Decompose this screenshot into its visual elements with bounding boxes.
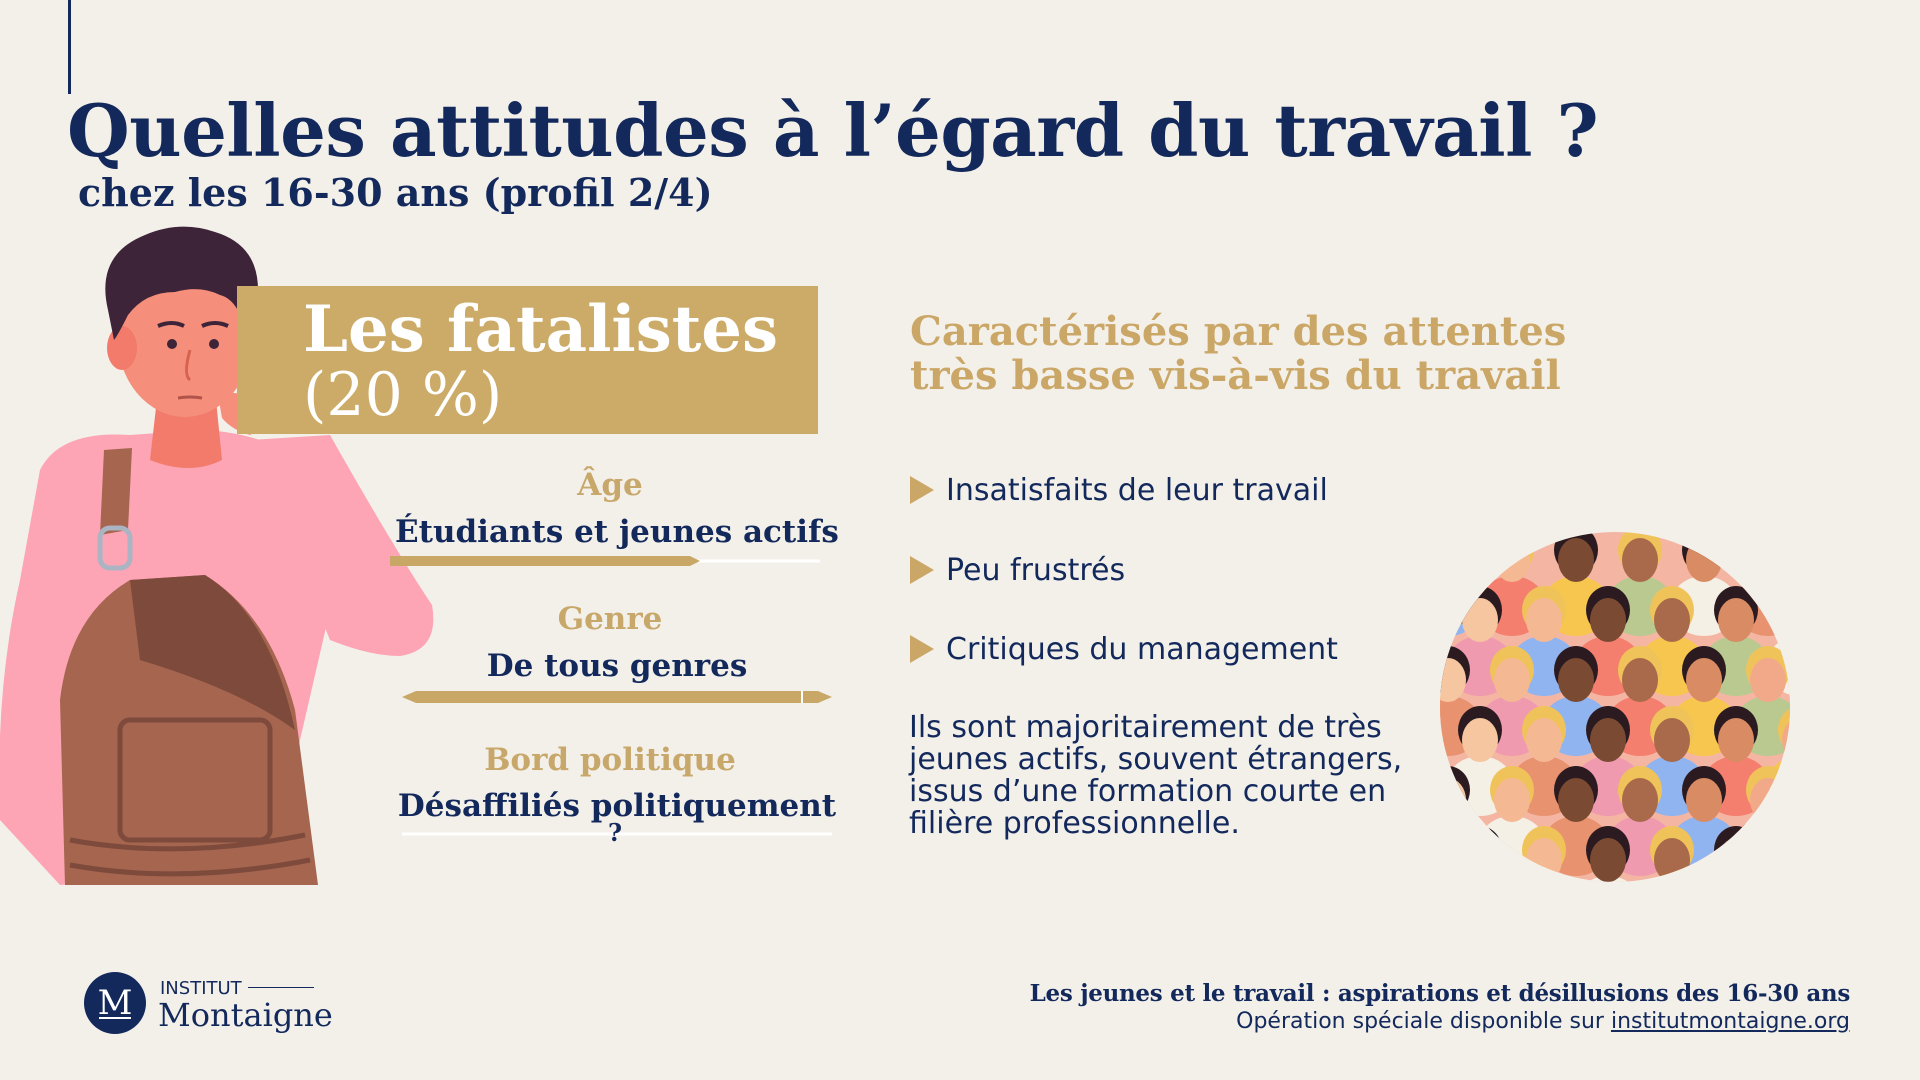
triangle-bullet-icon xyxy=(910,476,934,504)
bullet-text: Peu frustrés xyxy=(946,553,1126,588)
bullet-text: Critiques du management xyxy=(946,632,1338,667)
paragraph-line: Ils sont majoritairement de très xyxy=(909,710,1382,745)
logo-name-text: Montaigne xyxy=(158,996,333,1034)
footer-link[interactable]: institutmontaigne.org xyxy=(1610,1009,1850,1034)
profile-name: Les fatalistes xyxy=(303,292,779,367)
paragraph-line: issus d’une formation courte en xyxy=(909,774,1387,809)
institut-montaigne-logo xyxy=(84,972,146,1034)
bullet-item xyxy=(910,473,1328,508)
gender-gauge-fill xyxy=(402,691,832,703)
description-paragraph xyxy=(909,712,1429,840)
svg-text:M: M xyxy=(97,983,133,1023)
criterion-politics-value: Désaffiliés politiquement xyxy=(397,788,837,824)
footer-title: Les jeunes et le travail : aspirations et désillusions des 16-30 ans xyxy=(1029,980,1850,1007)
paragraph-line: filière professionnelle. xyxy=(909,806,1240,841)
criterion-politics-label: Bord politique xyxy=(484,742,736,778)
crowd-person xyxy=(1766,826,1790,882)
heading-line-2: très basse vis-à-vis du travail xyxy=(910,352,1561,399)
criterion-gender-label: Genre xyxy=(557,601,663,637)
characteristics-heading xyxy=(910,310,1566,398)
triangle-bullet-icon xyxy=(910,556,934,584)
footer-availability xyxy=(1236,1009,1850,1034)
profile-percentage: (20 %) xyxy=(303,360,503,430)
age-gauge xyxy=(390,553,820,567)
criterion-gender-value: De tous genres xyxy=(486,648,748,684)
criterion-age-value: Étudiants et jeunes actifs xyxy=(395,514,839,550)
age-gauge-fill xyxy=(390,556,700,566)
criterion-politics-extra: ? xyxy=(608,818,623,847)
criterion-age-label: Âge xyxy=(577,467,643,503)
accent-line xyxy=(68,0,71,94)
logo-institut-text: INSTITUT xyxy=(160,978,242,999)
heading-line-1: Caractérisés par des attentes xyxy=(910,308,1567,355)
bullet-item xyxy=(910,553,1125,588)
crowd-illustration xyxy=(1440,532,1790,882)
footer-prefix: Opération spéciale disponible sur xyxy=(1236,1009,1611,1034)
page-subtitle: chez les 16-30 ans (profil 2/4) xyxy=(78,170,713,215)
gender-gauge xyxy=(402,689,832,705)
triangle-bullet-icon xyxy=(910,635,934,663)
bullet-item xyxy=(910,632,1338,667)
paragraph-line: jeunes actifs, souvent étrangers, xyxy=(909,742,1403,777)
logo-rule xyxy=(248,987,314,988)
page-title: Quelles attitudes à l’égard du travail ? xyxy=(67,88,1599,173)
bullet-text: Insatisfaits de leur travail xyxy=(946,473,1328,508)
